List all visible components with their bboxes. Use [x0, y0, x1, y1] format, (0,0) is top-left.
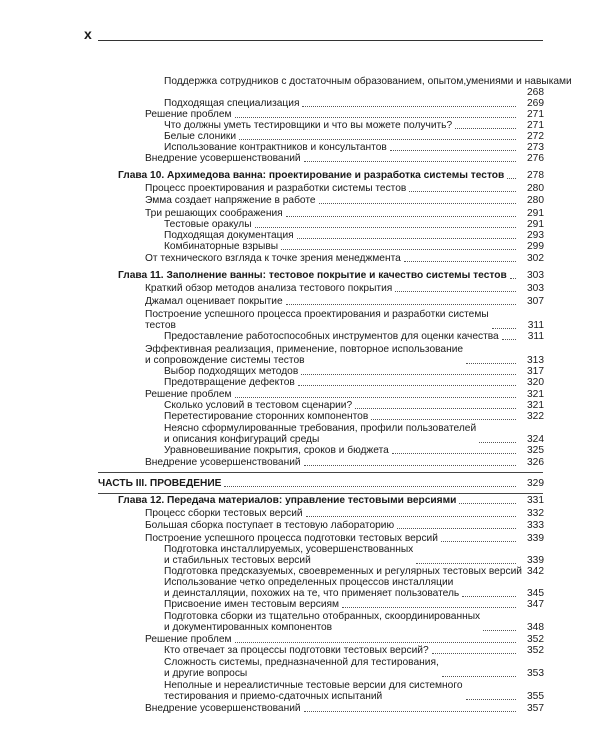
- toc-entry: Использование контрактников и консультантов: [164, 142, 387, 153]
- toc-page: 299: [527, 241, 544, 252]
- toc-page: 268: [527, 87, 544, 98]
- toc-page: 271: [527, 109, 544, 120]
- toc-entry: Решение проблем: [145, 634, 232, 645]
- dot-leader: [301, 374, 516, 375]
- toc-entry: Белые слоники: [164, 131, 236, 142]
- toc-page: 291: [527, 208, 544, 219]
- toc-entry: Использование четко определенных процессов инсталляции и деинсталляции, похожих на те, что применяет пользователь: [164, 577, 459, 599]
- toc-page: 324: [527, 434, 544, 445]
- dot-leader: [286, 304, 516, 305]
- chapter-heading: Глава 11. Заполнение ванны: тестовое покрытие и качество системы тестов: [118, 270, 507, 281]
- part-bottom-rule: [98, 493, 543, 494]
- toc-entry: Большая сборка поступает в тестовую лабораторию: [145, 520, 394, 531]
- dot-leader: [397, 528, 516, 529]
- toc-entry: Выбор подходящих методов: [164, 366, 298, 377]
- dot-leader: [235, 397, 516, 398]
- dot-leader: [306, 516, 516, 517]
- toc-page: 321: [527, 400, 544, 411]
- toc-entry: Внедрение усовершенствований: [145, 457, 301, 468]
- toc-page: 317: [527, 366, 544, 377]
- part-heading: ЧАСТЬ III. ПРОВЕДЕНИЕ: [98, 478, 221, 489]
- toc-entry: Внедрение усовершенствований: [145, 703, 301, 714]
- toc-page: 342: [527, 566, 544, 577]
- toc-entry: Три решающих соображения: [145, 208, 283, 219]
- toc-page: 348: [527, 622, 544, 633]
- toc-page: 329: [527, 478, 544, 489]
- toc-entry: Построение успешного процесса проектирования и разработки системы тестов: [145, 309, 489, 331]
- dot-leader: [304, 465, 516, 466]
- toc-page: 303: [527, 270, 544, 281]
- toc-page: 345: [527, 588, 544, 599]
- toc-page: 352: [527, 645, 544, 656]
- toc-entry: Подготовка сборки из тщательно отобранных, скоординированных и документированных компонентов: [164, 611, 480, 633]
- toc-page: 269: [527, 98, 544, 109]
- toc-page: 331: [527, 495, 544, 506]
- toc-entry: Присвоение имен тестовым версиям: [164, 599, 339, 610]
- toc-entry: Процесс сборки тестовых версий: [145, 508, 303, 519]
- dot-leader: [224, 486, 516, 487]
- page-number: x: [84, 26, 92, 42]
- toc-entry: Решение проблем: [145, 389, 232, 400]
- dot-leader: [371, 419, 516, 420]
- toc-entry: Краткий обзор методов анализа тестового покрытия: [145, 283, 392, 294]
- dot-leader: [342, 607, 516, 608]
- toc-page: 273: [527, 142, 544, 153]
- toc-entry: Подготовка инсталлируемых, усовершенствованных и стабильных тестовых версий: [164, 544, 413, 566]
- toc-page: 332: [527, 508, 544, 519]
- toc-page: 326: [527, 457, 544, 468]
- toc-entry: Комбинаторные взрывы: [164, 241, 278, 252]
- dot-leader: [404, 261, 516, 262]
- toc-entry: Сложность системы, предназначенной для тестирования, и другие вопросы: [164, 657, 439, 679]
- dot-leader: [302, 106, 516, 107]
- toc-page: 347: [527, 599, 544, 610]
- toc-entry: Уравновешивание покрытия, сроков и бюджета: [164, 445, 389, 456]
- dot-leader: [286, 216, 516, 217]
- dot-leader: [255, 227, 516, 228]
- dot-leader: [416, 563, 516, 564]
- toc-page: 333: [527, 520, 544, 531]
- toc-page: 291: [527, 219, 544, 230]
- dot-leader: [319, 203, 516, 204]
- toc-page: 313: [527, 355, 544, 366]
- dot-leader: [239, 139, 516, 140]
- toc-entry: Решение проблем: [145, 109, 232, 120]
- toc-entry: Сколько условий в тестовом сценарии?: [164, 400, 352, 411]
- toc-entry: Предоставление работоспособных инструментов для оценки качества: [164, 331, 499, 342]
- toc-entry: Кто отвечает за процессы подготовки тестовых версий?: [164, 645, 429, 656]
- part-top-rule: [98, 472, 543, 473]
- toc-entry: Поддержка сотрудников с достаточным образованием, опытом,умениями и навыками: [164, 76, 572, 87]
- toc-page: 293: [527, 230, 544, 241]
- dot-leader: [304, 161, 516, 162]
- toc-page: 322: [527, 411, 544, 422]
- toc-page: 271: [527, 120, 544, 131]
- toc-entry: Эффективная реализация, применение, повторное использование и сопровождение системы тестов: [145, 344, 463, 366]
- toc-entry: Тестовые оракулы: [164, 219, 252, 230]
- dot-leader: [304, 711, 516, 712]
- toc-page: 320: [527, 377, 544, 388]
- toc-page: 357: [527, 703, 544, 714]
- toc-entry: Джамал оценивает покрытие: [145, 296, 283, 307]
- toc-page: 280: [527, 195, 544, 206]
- dot-leader: [235, 117, 516, 118]
- toc-page: 303: [527, 283, 544, 294]
- toc-entry: Неполные и нереалистичные тестовые версии для системного тестирования и приемо-сдаточных испытаний: [164, 680, 463, 702]
- toc-entry: Эмма создает напряжение в работе: [145, 195, 316, 206]
- toc-entry: Построение успешного процесса подготовки тестовых версий: [145, 533, 438, 544]
- toc-page: 353: [527, 668, 544, 679]
- dot-leader: [235, 642, 516, 643]
- toc-page: 311: [527, 331, 544, 342]
- toc-entry: От технического взгляда к точке зрения менеджмента: [145, 253, 401, 264]
- toc-page: 311: [527, 320, 544, 331]
- toc-entry: Перетестирование сторонних компонентов: [164, 411, 368, 422]
- toc-entry: Что должны уметь тестировщики и что вы можете получить?: [164, 120, 452, 131]
- dot-leader: [390, 150, 516, 151]
- toc-page: 339: [527, 555, 544, 566]
- toc-entry: Предотвращение дефектов: [164, 377, 295, 388]
- toc-page: 276: [527, 153, 544, 164]
- toc-page: 321: [527, 389, 544, 400]
- toc-entry: Неясно сформулированные требования, профили пользователей и описания конфигураций среды: [164, 423, 476, 445]
- toc-entry: Процесс проектирования и разработки системы тестов: [145, 183, 406, 194]
- dot-leader: [297, 238, 516, 239]
- toc-page: 280: [527, 183, 544, 194]
- toc-page: 278: [527, 170, 544, 181]
- toc-entry: Внедрение усовершенствований: [145, 153, 301, 164]
- chapter-heading: Глава 12. Передача материалов: управление тестовыми версиями: [118, 495, 456, 506]
- dot-leader: [395, 291, 516, 292]
- toc-page: 302: [527, 253, 544, 264]
- dot-leader: [392, 453, 516, 454]
- dot-leader: [281, 249, 516, 250]
- toc-page: 339: [527, 533, 544, 544]
- toc-entry: Подходящая специализация: [164, 98, 299, 109]
- toc-entry: Подходящая документация: [164, 230, 294, 241]
- toc-page: 355: [527, 691, 544, 702]
- toc-page: 352: [527, 634, 544, 645]
- dot-leader: [355, 408, 516, 409]
- toc-page: 307: [527, 296, 544, 307]
- chapter-heading: Глава 10. Архимедова ванна: проектирование и разработка системы тестов: [118, 170, 504, 181]
- toc-page: 272: [527, 131, 544, 142]
- toc-page: 325: [527, 445, 544, 456]
- dot-leader: [298, 385, 516, 386]
- dot-leader: [409, 191, 516, 192]
- toc-entry: Подготовка предсказуемых, своевременных и регулярных тестовых версий: [164, 566, 522, 577]
